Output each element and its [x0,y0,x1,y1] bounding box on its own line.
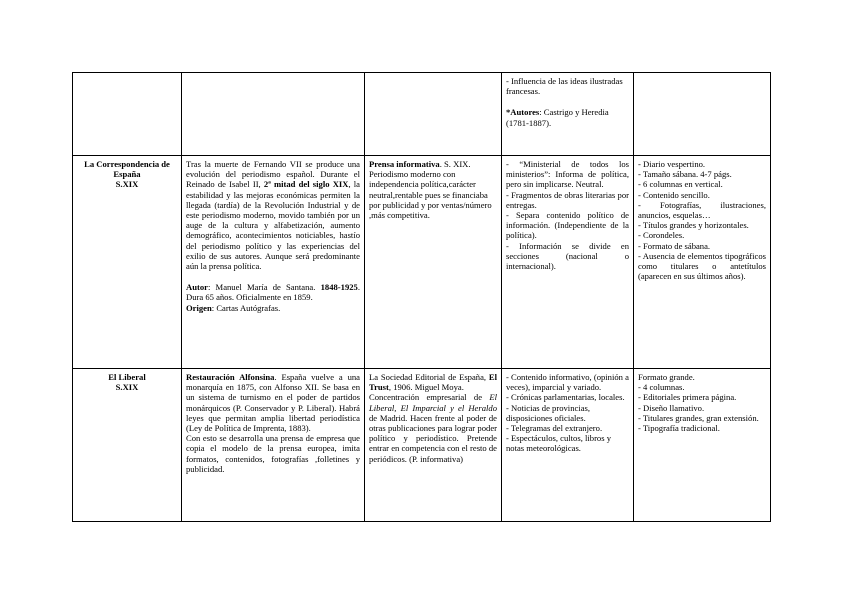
type-cell [365,156,502,369]
context-paragraph [186,159,360,271]
context-text: , la estabilidad y las mejoras económicas permiten la llegada (tardía) de la Revolución Industrial y de este periodismo moderno, movido también por un auge de la cultura y alfabetización, aumento demográfico, acontecimientos noticiables, hastío del periodismo político y las experiencias del exilio de sus autores. Aunque será predominante aún la prensa política. [186,179,360,272]
cell-empty [365,73,502,156]
newspaper-title-cell [73,156,182,369]
cell-content [502,73,634,156]
origin-line [186,303,360,313]
cell-empty [182,73,365,156]
format-cell [634,156,771,369]
format-cell [634,369,771,522]
context-paragraph [186,372,360,433]
type-paragraph [369,372,497,392]
type-cell [365,369,502,522]
list-item: - Fragmentos de obras literarias por entregas. [506,189,629,210]
type-text: , 1906. Miguel Moya. [388,382,464,393]
table-row [73,73,771,156]
type-paragraph [369,159,497,220]
list-item: - Crónicas parlamentarias, locales. [506,392,625,403]
newspaper-title-cell [73,369,182,522]
list-item: - Fotografías, ilustraciones, anuncios, esquelas… [638,199,766,221]
newspaper-century: S.XIX [115,179,139,190]
context-cell [182,369,365,522]
context-paragraph: Con esto se desarrolla una prensa de empresa que copia el modelo de la prensa europea, imita formatos, contenidos, fotografías ,folletines y publicidad. [186,433,360,474]
list-item: - Diario vespertino. [638,159,706,169]
authors-text: : Castrigo y Heredia (1781-1887). [506,107,609,128]
author-name: : Manuel María de Santana. [207,282,316,293]
list-item: - Editoriales primera página. [638,392,737,403]
list-item: - Información se divide en secciones (nacional o internacional). [506,240,629,272]
context-cell [182,156,365,369]
context-bold: 2ª mitad del siglo XIX [263,179,349,190]
list-item: - 4 columnas. [638,382,685,393]
list-item: - Formato de sábana. [638,240,711,251]
list-item: - Titulares grandes, gran extensión. [638,412,759,423]
comparison-table [72,72,771,522]
list-item: - Espectáculos, cultos, libros y notas meteorológicas. [506,433,612,454]
list-item: - 6 columnas en vertical. [638,179,723,190]
table-row [73,156,771,369]
authors-line [506,107,629,127]
table-row [73,369,771,522]
context-bold: Restauración Alfonsina [186,372,275,382]
author-line [186,282,360,302]
list-item: - Tamaño sábana. 4-7 págs. [638,169,732,180]
dates-bold: 1848-1925 [320,282,358,293]
list-item: - Contenido informativo, (opinión a veces), imparcial y variado. [506,372,629,393]
origin-text: : Cartas Autógrafas. [211,302,281,313]
newspaper-title: La Correspondencia de España [84,159,170,180]
type-text: . S. XIX. Periodismo moderno con independencia política,carácter neutral,rentable pues se financiaba por publicidad y por ventas/número ,más competitiva. [369,159,492,221]
type-text: La Sociedad Editorial de España, [369,372,489,382]
type-text: de Madrid. Hacen frente al poder de otras publicaciones para lograr poder político y periodístico. Pretende entrar en competencia con el resto de periódicos. (P. informativa) [369,412,497,464]
list-item: - Noticias de provincias, disposiciones oficiales. [506,402,591,423]
origin-label: Origen [186,302,212,313]
list-item: Formato grande. [638,372,695,382]
dates-text: . Dura 65 años. Oficialmente en 1859. [186,282,360,303]
list-item: - Títulos grandes y horizontales. [638,220,749,231]
context-text: . España vuelve a una monarquía en 1875, con Alfonso XII. Se basa en un sistema de turnismo en el poder de partidos monárquicos (P. Conservador y P. Liberal). Habrá leyes que permitan amplia libertad periodística (Ley de Política de Imprenta, 1883). [186,372,360,434]
type-text: Concentración empresarial de [369,392,490,403]
content-cell [502,369,634,522]
type-label: Prensa informativa [369,159,440,169]
list-item: - Separa contenido político de información. (Independiente de la política). [506,210,629,241]
authors-label: *Autores [506,107,540,118]
context-text: Tras la muerte de Fernando VII se produce una evolución del periodismo español. Durante el Reinado de Isabel II, [186,159,360,190]
newspaper-century: S.XIX [115,382,139,393]
type-italic: El Liberal, El Imparcial y el Heraldo [369,392,497,413]
newspaper-title: El Liberal [108,372,146,382]
influence-line: - Influencia de las ideas ilustradas francesas. [506,76,623,97]
list-item: - “Ministerial de todos los ministerios”: Informa de política, pero sin implicarse. Neutral. [506,159,629,190]
author-label: Autor [186,282,208,293]
type-bold: El Trust [369,372,497,393]
cell-empty [73,73,182,156]
list-item: - Telegramas del extranjero. [506,423,603,434]
cell-empty [634,73,771,156]
type-paragraph [369,392,497,463]
list-item: - Contenido sencillo. [638,189,710,200]
list-item: - Ausencia de elementos tipográficos como titulares o antetítulos (aparecen en sus últimos años). [638,250,766,282]
list-item: - Diseño llamativo. [638,402,705,413]
list-item: - Corondeles. [638,230,685,241]
content-cell [502,156,634,369]
list-item: - Tipografía tradicional. [638,423,720,434]
